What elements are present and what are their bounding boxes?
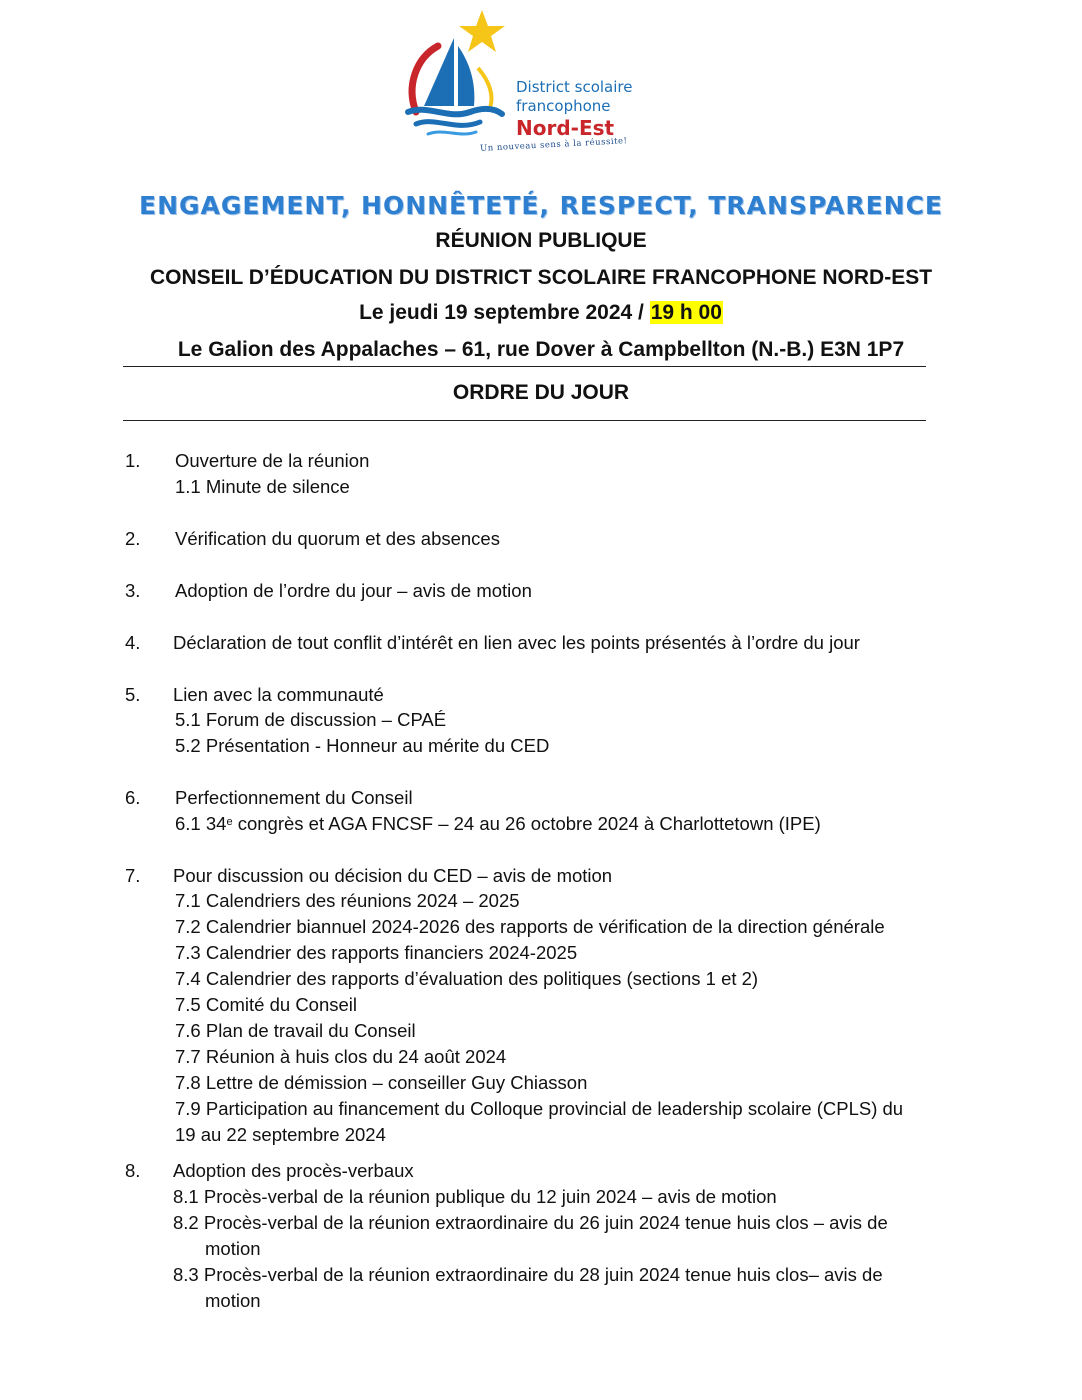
item-text: Déclaration de tout conflit d’intérêt en lien avec les points présentés à l’ordre du jour: [173, 632, 860, 653]
ordinal-suffix: e: [226, 816, 233, 828]
agenda-subitem: 7.8 Lettre de démission – conseiller Guy Chiasson: [175, 1072, 588, 1093]
agenda-subitem: 8.1 Procès-verbal de la réunion publique du 12 juin 2024 – avis de motion: [173, 1186, 777, 1207]
item-text: Lien avec la communauté: [173, 684, 384, 705]
agenda-subitem-continued: motion: [205, 1290, 261, 1311]
agenda-subitem: 8.3 Procès-verbal de la réunion extraordinaire du 28 juin 2024 tenue huis clos– avis de: [173, 1264, 883, 1285]
agenda-subitem-continued: 19 au 22 septembre 2024: [175, 1124, 386, 1145]
logo-line-1: District scolaire: [516, 78, 633, 96]
item-text: Vérification du quorum et des absences: [175, 528, 500, 549]
agenda-subitem: 7.1 Calendriers des réunions 2024 – 2025: [175, 890, 520, 911]
subitem-text-a: 6.1 34: [175, 813, 227, 834]
logo-wordmark: [516, 78, 632, 140]
agenda-subitem: 8.2 Procès-verbal de la réunion extraordinaire du 26 juin 2024 tenue huis clos – avis de: [173, 1212, 888, 1233]
agenda-subitem: 1.1 Minute de silence: [175, 476, 350, 497]
item-number: 3.: [125, 580, 141, 601]
district-logo: [398, 8, 648, 163]
agenda-subitem: 7.3 Calendrier des rapports financiers 2024-2025: [175, 942, 578, 963]
meeting-date: [0, 301, 1082, 325]
item-text: Ouverture de la réunion: [175, 450, 370, 471]
subitem-text-b: congrès et AGA FNCSF – 24 au 26 octobre 2024 à Charlottetown (IPE): [232, 813, 821, 834]
item-number: 4.: [125, 632, 141, 653]
agenda-subitem: 7.7 Réunion à huis clos du 24 août 2024: [175, 1046, 507, 1067]
meeting-type: RÉUNION PUBLIQUE: [435, 229, 647, 252]
logo-tagline: Un nouveau sens à la réussite!: [479, 136, 628, 154]
agenda-subitem: 7.4 Calendrier des rapports d’évaluation des politiques (sections 1 et 2): [175, 968, 759, 989]
item-number: 7.: [125, 865, 141, 886]
agenda-subitem: 7.5 Comité du Conseil: [175, 994, 358, 1015]
agenda-subitem: 7.9 Participation au financement du Colloque provincial de leadership scolaire (CPLS) du: [175, 1098, 904, 1119]
item-number: 5.: [125, 684, 141, 705]
council-name: CONSEIL D’ÉDUCATION DU DISTRICT SCOLAIRE FRANCOPHONE NORD-EST: [149, 266, 933, 289]
sailboat-logo-icon: [398, 8, 528, 148]
agenda-subitem: 7.2 Calendrier biannuel 2024-2026 des rapports de vérification de la direction générale: [175, 916, 885, 937]
item-number: 6.: [125, 787, 141, 808]
meeting-date-text: Le jeudi 19 septembre 2024 /: [359, 301, 650, 324]
item-number: 2.: [125, 528, 141, 549]
logo-line-3: Nord-Est: [516, 116, 615, 140]
item-text: Pour discussion ou décision du CED – avis de motion: [173, 865, 613, 886]
item-text: Adoption des procès-verbaux: [173, 1160, 414, 1181]
agenda-subitem: [175, 812, 821, 836]
meeting-location: Le Galion des Appalaches – 61, rue Dover à Campbellton (N.-B.) E3N 1P7: [177, 338, 905, 361]
item-text: Perfectionnement du Conseil: [175, 787, 413, 808]
agenda-subitem-continued: motion: [205, 1238, 261, 1259]
item-text: Adoption de l’ordre du jour – avis de motion: [175, 580, 532, 601]
top-divider: [123, 366, 926, 367]
meeting-time-highlight: 19 h 00: [650, 301, 722, 324]
bottom-divider: [123, 420, 926, 421]
agenda-subitem: 7.6 Plan de travail du Conseil: [175, 1020, 416, 1041]
item-number: 8.: [125, 1160, 141, 1181]
agenda-subitem: 5.1 Forum de discussion – CPAÉ: [175, 709, 447, 730]
agenda-title: ORDRE DU JOUR: [452, 381, 630, 404]
item-number: 1.: [125, 450, 141, 471]
values-motto: ENGAGEMENT, HONNÊTETÉ, RESPECT, TRANSPARENCE: [139, 191, 943, 220]
logo-line-2: francophone: [516, 97, 611, 115]
agenda-subitem: 5.2 Présentation - Honneur au mérite du CED: [175, 735, 550, 756]
